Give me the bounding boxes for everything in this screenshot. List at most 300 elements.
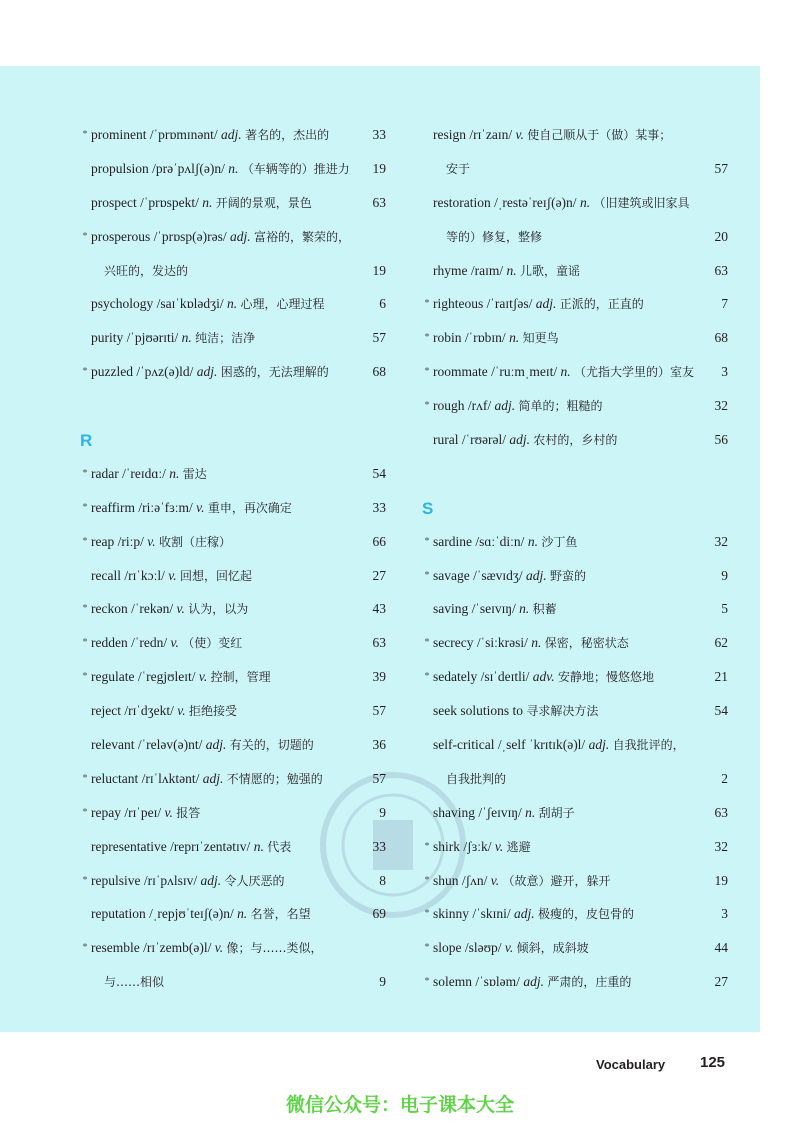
- entry-text: [433, 355, 704, 390]
- entry-text: [433, 931, 704, 966]
- definition: 自我批评的，: [612, 738, 685, 753]
- definition: 不情愿的；勉强的: [226, 771, 323, 786]
- entry-page-number: 9: [721, 567, 728, 583]
- entry-page-number: 9: [379, 974, 386, 990]
- entry-page-number: 63: [714, 804, 728, 820]
- part-of-speech: adj.: [196, 364, 218, 380]
- part-of-speech: v.: [214, 940, 224, 956]
- headword: reckon: [91, 601, 128, 617]
- part-of-speech: n.: [509, 330, 520, 346]
- pronunciation: /sləʊp/: [464, 940, 502, 956]
- part-of-speech: v.: [490, 872, 500, 888]
- definition: 开阔的景观，景色: [215, 195, 312, 210]
- pronunciation: /ˈpjʊərɪti/: [126, 330, 179, 346]
- footer-section-title: Vocabulary: [596, 1057, 666, 1072]
- definition: 使自己顺从于（做）某事；: [527, 128, 672, 142]
- definition: 儿歌，童谣: [520, 263, 581, 278]
- star-marker-icon: *: [82, 467, 88, 479]
- vocab-entry: [80, 220, 386, 254]
- pronunciation: /ˈraɪtʃəs/: [486, 296, 533, 312]
- entry-text: [91, 457, 362, 492]
- star-marker-icon: *: [424, 569, 430, 581]
- spacer: [422, 457, 728, 491]
- part-of-speech: adj.: [230, 228, 251, 244]
- part-of-speech: n.: [228, 160, 239, 176]
- definition: 等的）修复，整修: [446, 229, 543, 244]
- part-of-speech: v.: [504, 940, 514, 956]
- headword: shirk: [433, 838, 460, 854]
- entry-page-number: 63: [372, 194, 386, 210]
- pronunciation: /ˈskɪni/: [472, 906, 511, 922]
- vocab-entry: [80, 321, 386, 355]
- entry-page-number: 39: [372, 669, 386, 685]
- entry-page-number: 9: [379, 804, 386, 820]
- definition: 心理，心理过程: [240, 297, 325, 312]
- pronunciation: /ˌself ˈkrɪtɪk(ə)l/: [497, 737, 586, 753]
- definition: 自我批判的: [446, 771, 507, 786]
- headword: seek solutions to: [433, 703, 523, 719]
- part-of-speech: n.: [202, 194, 213, 210]
- pronunciation: /sɪˈdeɪtli/: [480, 669, 530, 685]
- entry-page-number: 19: [372, 160, 386, 176]
- entry-text: [91, 626, 362, 661]
- vocab-entry: [422, 254, 728, 288]
- star-marker-icon: *: [424, 908, 430, 920]
- headword: restoration: [433, 194, 491, 210]
- definition: 报答: [176, 805, 201, 820]
- part-of-speech: n.: [525, 804, 536, 820]
- entry-text: [91, 694, 362, 729]
- star-marker-icon: *: [82, 874, 88, 886]
- entry-text: [91, 186, 362, 221]
- star-marker-icon: *: [82, 603, 88, 615]
- vocab-entry: [422, 931, 728, 965]
- part-of-speech: n.: [253, 838, 264, 854]
- star-marker-icon: *: [82, 671, 88, 683]
- star-marker-icon: *: [82, 942, 88, 954]
- vocab-entry: [422, 660, 728, 694]
- definition: 像；与……类似，: [226, 941, 323, 956]
- entry-text: [433, 864, 704, 899]
- headword: rough: [433, 398, 465, 414]
- part-of-speech: adj.: [525, 567, 547, 583]
- vocab-entry: [422, 389, 728, 423]
- pronunciation: /ˈruːmˌmeɪt/: [491, 364, 558, 380]
- definition: 安静地；慢悠悠地: [557, 670, 654, 685]
- headword: puzzled: [91, 364, 133, 380]
- pronunciation: /ˈprɒmɪnənt/: [149, 127, 218, 142]
- part-of-speech: adj.: [200, 872, 222, 888]
- definition: （故意）避开，躲开: [502, 873, 611, 888]
- definition: （使）变红: [182, 636, 243, 651]
- part-of-speech: adj.: [588, 737, 610, 753]
- star-marker-icon: *: [424, 400, 430, 412]
- headword: relevant: [91, 737, 135, 753]
- vocab-entry: [422, 559, 728, 593]
- entry-page-number: 5: [721, 601, 728, 617]
- headword: sedately: [433, 669, 478, 685]
- headword: prominent: [91, 127, 147, 142]
- entry-text: [446, 152, 704, 187]
- entry-page-number: 27: [714, 974, 728, 990]
- entry-page-number: 21: [714, 669, 728, 685]
- headword: reap: [91, 533, 115, 549]
- entry-page-number: 54: [372, 465, 386, 481]
- pronunciation: /ˌrestəˈreɪʃ(ə)n/: [494, 194, 577, 210]
- part-of-speech: n.: [527, 533, 538, 549]
- headword: resign: [433, 127, 466, 142]
- entry-page-number: 43: [372, 601, 386, 617]
- vocab-entry: [422, 355, 728, 389]
- entry-text: [433, 287, 704, 322]
- pronunciation: /rɪˈpʌlsɪv/: [143, 872, 198, 888]
- part-of-speech: v.: [177, 703, 186, 719]
- definition: 纯洁；洁净: [195, 331, 256, 346]
- headword: radar: [91, 465, 119, 481]
- part-of-speech: n.: [237, 906, 248, 922]
- part-of-speech: n.: [560, 364, 571, 380]
- part-of-speech: v.: [515, 127, 524, 142]
- entry-text: [433, 728, 704, 763]
- headword: roommate: [433, 364, 488, 380]
- definition: 农村的，乡村的: [533, 433, 618, 448]
- star-marker-icon: *: [82, 129, 88, 140]
- vocab-entry: [422, 423, 728, 457]
- entry-page-number: 69: [372, 906, 386, 922]
- entry-page-number: 57: [372, 703, 386, 719]
- part-of-speech: n.: [531, 635, 542, 651]
- pronunciation: /ˈsævɪdʒ/: [473, 567, 523, 583]
- wechat-banner: 微信公众号：电子课本大全: [285, 1094, 514, 1116]
- vocab-entry: [422, 830, 728, 864]
- entry-page-number: 32: [714, 398, 728, 414]
- headword: repay: [91, 804, 121, 820]
- part-of-speech: v.: [196, 499, 205, 515]
- definition: 寻求解决方法: [526, 704, 599, 719]
- entry-text: [91, 762, 362, 797]
- pronunciation: /prəˈpʌlʃ(ə)n/: [152, 160, 225, 176]
- entry-text: [91, 796, 362, 831]
- entry-text: [446, 220, 704, 255]
- definition: 知更鸟: [522, 331, 559, 346]
- star-marker-icon: *: [424, 637, 430, 649]
- entry-text: [433, 321, 704, 356]
- vocab-entry: [80, 762, 386, 796]
- part-of-speech: v.: [164, 804, 173, 820]
- definition: 认为，以为: [188, 602, 249, 617]
- entry-text: [91, 118, 362, 153]
- entry-page-number: 63: [714, 262, 728, 278]
- part-of-speech: adj.: [523, 974, 544, 990]
- definition: 控制，管理: [210, 670, 271, 685]
- part-of-speech: v.: [494, 838, 504, 854]
- vocab-entry: [80, 660, 386, 694]
- entry-text: [433, 389, 704, 424]
- headword: purity: [91, 330, 124, 346]
- vocab-entry: [422, 965, 728, 999]
- definition: 令人厌恶的: [224, 873, 285, 888]
- entry-page-number: 33: [372, 127, 386, 142]
- entry-text: [91, 660, 362, 695]
- entry-text: [433, 897, 704, 932]
- definition: 拒绝接受: [188, 704, 237, 719]
- part-of-speech: v.: [198, 669, 208, 685]
- vocab-entry: [80, 186, 386, 220]
- vocab-entry: [422, 897, 728, 931]
- vocab-entry: [422, 694, 728, 728]
- pronunciation: /ˈprɒsp(ə)rəs/: [153, 228, 227, 244]
- part-of-speech: adv.: [532, 669, 555, 685]
- star-marker-icon: *: [424, 535, 430, 547]
- definition: 代表: [267, 839, 292, 854]
- definition: （尤指大学里的）室友: [573, 365, 694, 380]
- star-marker-icon: *: [424, 942, 430, 954]
- headword: rural: [433, 432, 459, 448]
- star-marker-icon: *: [424, 874, 430, 886]
- vocab-entry: [422, 525, 728, 559]
- entry-page-number: 57: [714, 160, 728, 176]
- entry-page-number: 2: [721, 770, 728, 786]
- entry-page-number: 7: [721, 296, 728, 312]
- vocab-entry: [422, 186, 728, 220]
- vocab-entry: [80, 152, 386, 186]
- vocab-entry: [80, 592, 386, 626]
- vocab-entry: [80, 355, 386, 389]
- vocab-entry: [80, 931, 386, 965]
- definition: 收割（庄稼）: [158, 534, 231, 549]
- star-marker-icon: *: [424, 671, 430, 683]
- definition: 有关的，切题的: [229, 738, 314, 753]
- pronunciation: /ˈsiːkrəsi/: [476, 635, 528, 651]
- headword: savage: [433, 567, 470, 583]
- entry-text: [91, 830, 362, 865]
- definition: 保密，秘密状态: [544, 636, 629, 651]
- vocab-entry: [80, 287, 386, 321]
- headword: secrecy: [433, 635, 474, 651]
- entry-text: [433, 626, 704, 661]
- entry-page-number: 19: [372, 262, 386, 278]
- headword: solemn: [433, 974, 472, 990]
- headword: shaving: [433, 804, 475, 820]
- entry-text: [433, 559, 704, 594]
- entry-page-number: 36: [372, 737, 386, 753]
- pronunciation: /sɑːˈdiːn/: [475, 533, 525, 549]
- definition: 重申，再次确定: [207, 500, 292, 515]
- entry-page-number: 66: [372, 533, 386, 549]
- definition: 极瘦的，皮包骨的: [538, 907, 635, 922]
- definition: 倾斜，成斜坡: [516, 941, 589, 956]
- definition: 名誉，名望: [250, 907, 311, 922]
- entry-page-number: 57: [372, 770, 386, 786]
- entry-continuation: [422, 220, 728, 254]
- entry-page-number: 68: [372, 364, 386, 380]
- definition: 雷达: [182, 466, 207, 481]
- entry-page-number: 20: [714, 228, 728, 244]
- vocab-entry: [80, 864, 386, 898]
- entry-text: [91, 525, 362, 560]
- vocab-entry: [80, 525, 386, 559]
- part-of-speech: n.: [519, 601, 530, 617]
- entry-page-number: 56: [714, 432, 728, 448]
- vocab-entry: [422, 321, 728, 355]
- part-of-speech: n.: [227, 296, 238, 312]
- headword: resemble: [91, 940, 140, 956]
- pronunciation: /ʃɜːk/: [463, 838, 492, 854]
- star-marker-icon: *: [82, 806, 88, 818]
- pronunciation: /rɪˈlʌktənt/: [141, 770, 200, 786]
- headword: sardine: [433, 533, 472, 549]
- spacer: [80, 389, 386, 423]
- pronunciation: /rɪˈkɔːl/: [124, 567, 165, 583]
- vocab-entry: [80, 694, 386, 728]
- entry-page-number: 3: [721, 364, 728, 380]
- star-marker-icon: *: [424, 366, 430, 378]
- part-of-speech: n.: [579, 194, 591, 210]
- part-of-speech: v.: [147, 533, 156, 549]
- star-marker-icon: *: [82, 501, 88, 513]
- definition: （车辆等的）推进力: [241, 161, 350, 176]
- headword: prosperous: [91, 228, 151, 244]
- pronunciation: /ˈprɒspekt/: [140, 194, 199, 210]
- headword: reluctant: [91, 770, 139, 786]
- entry-page-number: 32: [714, 533, 728, 549]
- definition: 逃避: [506, 839, 531, 854]
- pronunciation: /ˈrʊərəl/: [461, 432, 506, 448]
- part-of-speech: adj.: [535, 296, 557, 312]
- vocab-entry: [422, 796, 728, 830]
- pronunciation: /riːp/: [117, 533, 144, 549]
- pronunciation: /riːəˈfɜːm/: [138, 499, 193, 515]
- entry-text: [433, 965, 704, 1000]
- definition: （旧建筑或旧家具: [593, 195, 690, 210]
- headword: reaffirm: [91, 499, 135, 515]
- pronunciation: /ˈseɪvɪŋ/: [471, 601, 516, 617]
- pronunciation: /rɪˈpeɪ/: [124, 804, 162, 820]
- pronunciation: /ˈpʌz(ə)ld/: [136, 364, 194, 380]
- part-of-speech: n.: [181, 330, 192, 346]
- entry-page-number: 3: [721, 906, 728, 922]
- part-of-speech: v.: [176, 601, 185, 617]
- entry-continuation: [80, 965, 386, 999]
- part-of-speech: adj.: [514, 906, 535, 922]
- entry-page-number: 32: [714, 838, 728, 854]
- pronunciation: /ˈsɒləm/: [475, 974, 520, 990]
- headword: reputation: [91, 906, 146, 922]
- star-marker-icon: *: [424, 840, 430, 852]
- entry-text: [433, 525, 704, 560]
- headword: regulate: [91, 669, 135, 685]
- headword: recall: [91, 567, 121, 583]
- definition: 沙丁鱼: [541, 534, 578, 549]
- part-of-speech: adj.: [202, 770, 224, 786]
- vocab-entry: [80, 830, 386, 864]
- vocab-entry: [422, 626, 728, 660]
- entry-continuation: [422, 762, 728, 796]
- entry-page-number: 8: [379, 872, 386, 888]
- part-of-speech: n.: [169, 465, 180, 481]
- headword: saving: [433, 601, 469, 617]
- headword: robin: [433, 330, 462, 346]
- entry-text: [91, 864, 362, 899]
- star-marker-icon: *: [424, 298, 430, 310]
- entry-page-number: 68: [714, 330, 728, 346]
- entry-text: [433, 694, 704, 729]
- headword: propulsion: [91, 160, 149, 176]
- entry-page-number: 57: [372, 330, 386, 346]
- pronunciation: /rɪˈzaɪn/: [469, 127, 513, 142]
- entry-text: [91, 491, 362, 526]
- pronunciation: /rɪˈzemb(ə)l/: [143, 940, 212, 956]
- definition: 正派的，正直的: [559, 297, 644, 312]
- entry-text: [104, 965, 362, 1000]
- entry-page-number: 33: [372, 499, 386, 515]
- entry-text: [91, 220, 362, 255]
- definition: 积蓄: [532, 602, 557, 617]
- entry-text: [91, 152, 362, 187]
- vocab-entry: [80, 118, 386, 152]
- headword: skinny: [433, 906, 470, 922]
- entry-page-number: 27: [372, 567, 386, 583]
- headword: representative: [91, 838, 167, 854]
- entry-text: [91, 592, 362, 627]
- pronunciation: /rɪˈdʒekt/: [124, 703, 174, 719]
- entry-page-number: 54: [714, 703, 728, 719]
- star-marker-icon: *: [82, 535, 88, 547]
- entry-text: [433, 660, 704, 695]
- headword: reject: [91, 703, 121, 719]
- vocab-entry: [422, 118, 728, 152]
- part-of-speech: v.: [170, 635, 179, 651]
- part-of-speech: adj.: [494, 398, 516, 414]
- definition: 兴旺的，发达的: [104, 263, 189, 278]
- pronunciation: /saɪˈkɒlədʒi/: [156, 296, 224, 312]
- pronunciation: /ʃʌn/: [461, 872, 488, 888]
- entry-text: [91, 355, 362, 390]
- pronunciation: /ˈreləv(ə)nt/: [137, 737, 203, 753]
- pronunciation: /ˈrɒbɪn/: [464, 330, 506, 346]
- headword: psychology: [91, 296, 154, 312]
- definition: 回想，回忆起: [179, 568, 252, 583]
- vocab-entry: [422, 864, 728, 898]
- definition: 刮胡子: [538, 805, 575, 820]
- page-number: 125: [700, 1054, 726, 1071]
- letter-heading: S: [422, 498, 434, 518]
- definition: 困惑的，无法理解的: [220, 365, 329, 380]
- entry-text: [433, 254, 704, 289]
- entry-text: [91, 559, 362, 594]
- headword: rhyme: [433, 262, 468, 278]
- part-of-speech: v.: [168, 567, 177, 583]
- star-marker-icon: *: [424, 976, 430, 988]
- pronunciation: /ˈʃeɪvɪŋ/: [478, 804, 522, 820]
- entry-text: [91, 931, 362, 966]
- entry-text: [446, 762, 704, 797]
- headword: prospect: [91, 194, 137, 210]
- entry-continuation: [422, 152, 728, 186]
- headword: righteous: [433, 296, 484, 312]
- part-of-speech: adj.: [205, 737, 227, 753]
- vocab-entry: [80, 728, 386, 762]
- pronunciation: /ˈregjʊleɪt/: [137, 669, 196, 685]
- definition: 野蛮的: [550, 568, 587, 583]
- entry-page-number: 6: [379, 296, 386, 312]
- entry-text: [91, 728, 362, 763]
- letter-heading: R: [80, 431, 93, 451]
- right-column: [422, 118, 728, 999]
- entry-text: [433, 186, 704, 221]
- entry-text: [433, 796, 704, 831]
- entry-continuation: [80, 254, 386, 288]
